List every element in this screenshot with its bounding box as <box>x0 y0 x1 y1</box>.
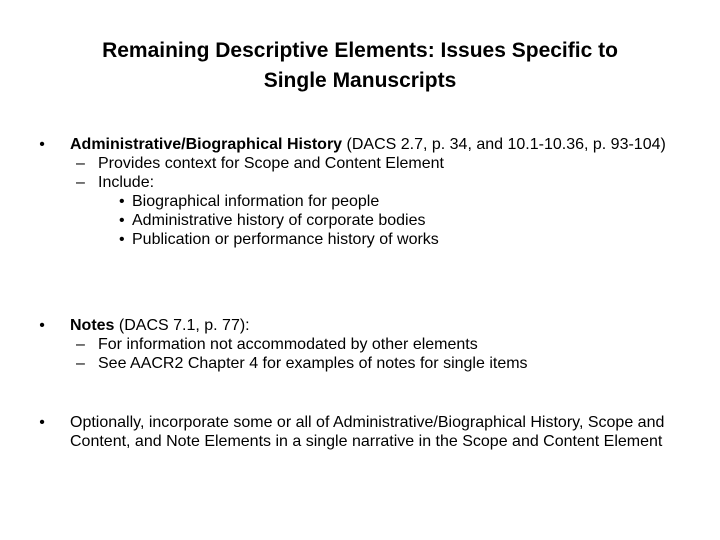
bullet-optional-narrative <box>36 413 696 451</box>
sub-bullet-text: Provides context for Scope and Content Element <box>98 155 444 172</box>
sub-bullet-item <box>36 154 696 173</box>
bullet-item <box>36 316 696 335</box>
sub-bullet-text: Include: <box>98 174 155 191</box>
sub-sub-bullet-text: Administrative history of corporate bodies <box>132 212 426 229</box>
bullet-marker: • <box>39 317 45 334</box>
sub-bullet-item <box>36 173 696 192</box>
sub-sub-bullet-item <box>36 192 696 211</box>
sub-bullet-text: For information not accommodated by other elements <box>98 336 478 353</box>
bullet-marker: • <box>119 212 125 229</box>
bullet-notes <box>36 316 696 373</box>
bullet-marker: • <box>39 136 45 153</box>
bullet-marker: • <box>39 414 45 431</box>
bullet-marker: • <box>119 231 125 248</box>
bullet-text: (DACS 2.7, p. 34, and 10.1-10.36, p. 93-104) <box>342 136 666 153</box>
sub-bullet-text: See AACR2 Chapter 4 for examples of notes for single items <box>98 355 528 372</box>
dash-marker: – <box>76 155 85 172</box>
bullet-item <box>36 135 696 154</box>
slide-title-line-2: Single Manuscripts <box>263 69 457 92</box>
sub-sub-bullet-item <box>36 211 696 230</box>
dash-marker: – <box>76 336 85 353</box>
bullet-heading: Notes <box>70 317 115 334</box>
bullet-text: (DACS 7.1, p. 77): <box>114 317 250 334</box>
sub-bullet-item <box>36 335 696 354</box>
bullet-item <box>36 413 696 451</box>
sub-sub-bullet-text: Publication or performance history of works <box>132 231 439 248</box>
sub-sub-bullet-text: Biographical information for people <box>132 193 380 210</box>
sub-bullet-item <box>36 354 696 373</box>
slide-title-line-1: Remaining Descriptive Elements: Issues Specific to <box>102 39 618 62</box>
bullet-text: Optionally, incorporate some or all of Administrative/Biographical History, Scope and Content, and Note Elements in a single narrative in the Scope and Content Element <box>70 414 665 450</box>
dash-marker: – <box>76 174 85 191</box>
dash-marker: – <box>76 355 85 372</box>
bullet-administrative-history <box>36 135 696 249</box>
sub-sub-bullet-item <box>36 230 696 249</box>
bullet-heading: Administrative/Biographical History <box>70 136 343 153</box>
bullet-marker: • <box>119 193 125 210</box>
